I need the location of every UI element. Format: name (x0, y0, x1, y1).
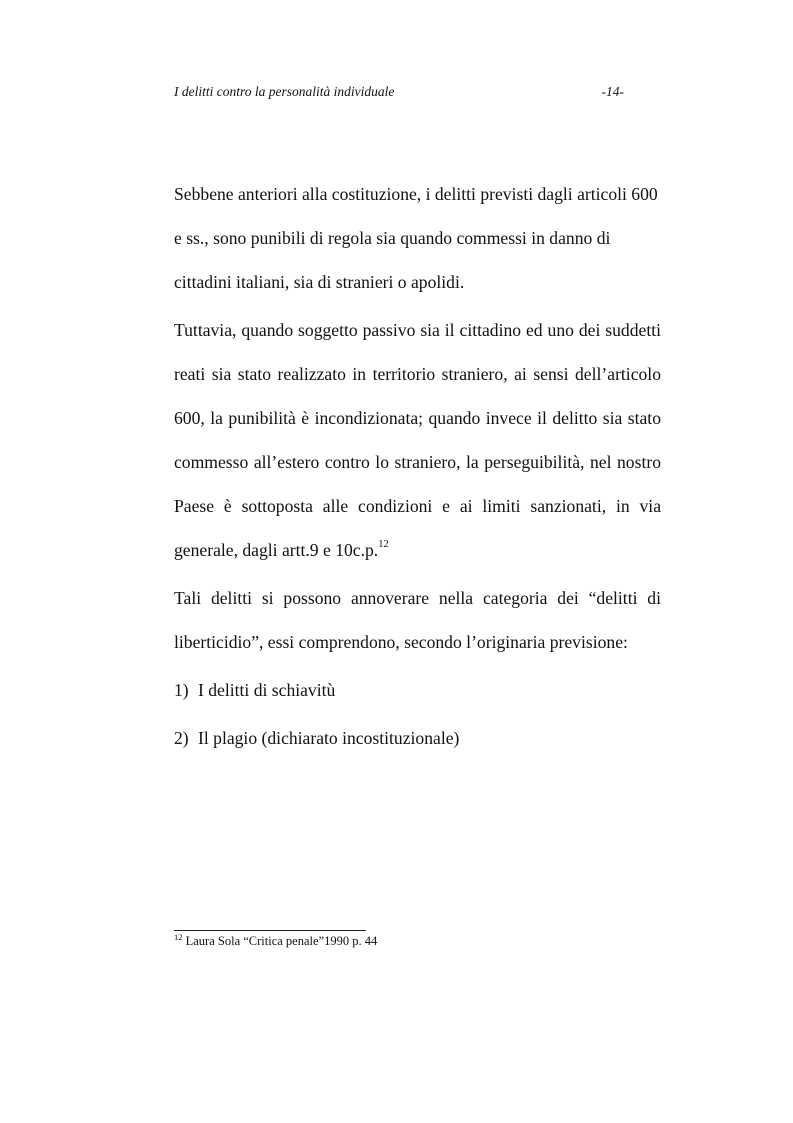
running-header-title: I delitti contro la personalità individuale (174, 84, 395, 99)
list-item (174, 716, 661, 760)
footnote-reference: 12 (378, 539, 389, 550)
main-text (174, 172, 661, 764)
footnote-number: 12 (174, 932, 183, 942)
page-number: -14- (601, 84, 624, 99)
footnote (174, 934, 377, 949)
list-item (174, 668, 661, 712)
footnote-text: Laura Sola “Critica penale”1990 p. 44 (185, 934, 378, 948)
enumerated-list (174, 668, 661, 760)
paragraph-1: Sebbene anteriori alla costituzione, i delitti previsti dagli articoli 600 e ss., sono punibili di regola sia quando commessi in danno di cittadini italiani, sia di stranieri o apolidi. (174, 184, 658, 292)
running-header (174, 84, 624, 104)
paragraph-3: Tali delitti si possono annoverare nella categoria dei “delitti di liberticidio”, essi comprendono, secondo l’originaria previsione: (174, 588, 661, 652)
list-item-number: 2) (174, 728, 189, 748)
footnote-separator (174, 930, 366, 931)
paragraph-2 (174, 308, 661, 572)
paragraph-2-text: Tuttavia, quando soggetto passivo sia il cittadino ed uno dei suddetti reati sia stato realizzato in territorio straniero, ai sensi dell’articolo 600, la punibilità è incondizionata; quando invece il delitto sia stato commesso all’estero contro lo straniero, la perseguibilità, nel nostro Paese è sottoposta alle condizioni e ai limiti sanzionati, in via generale, dagli artt.9 e 10c.p. (174, 320, 661, 560)
list-item-text: Il plagio (dichiarato incostituzionale) (198, 728, 460, 748)
list-item-number: 1) (174, 680, 189, 700)
list-item-text: I delitti di schiavitù (198, 680, 336, 700)
